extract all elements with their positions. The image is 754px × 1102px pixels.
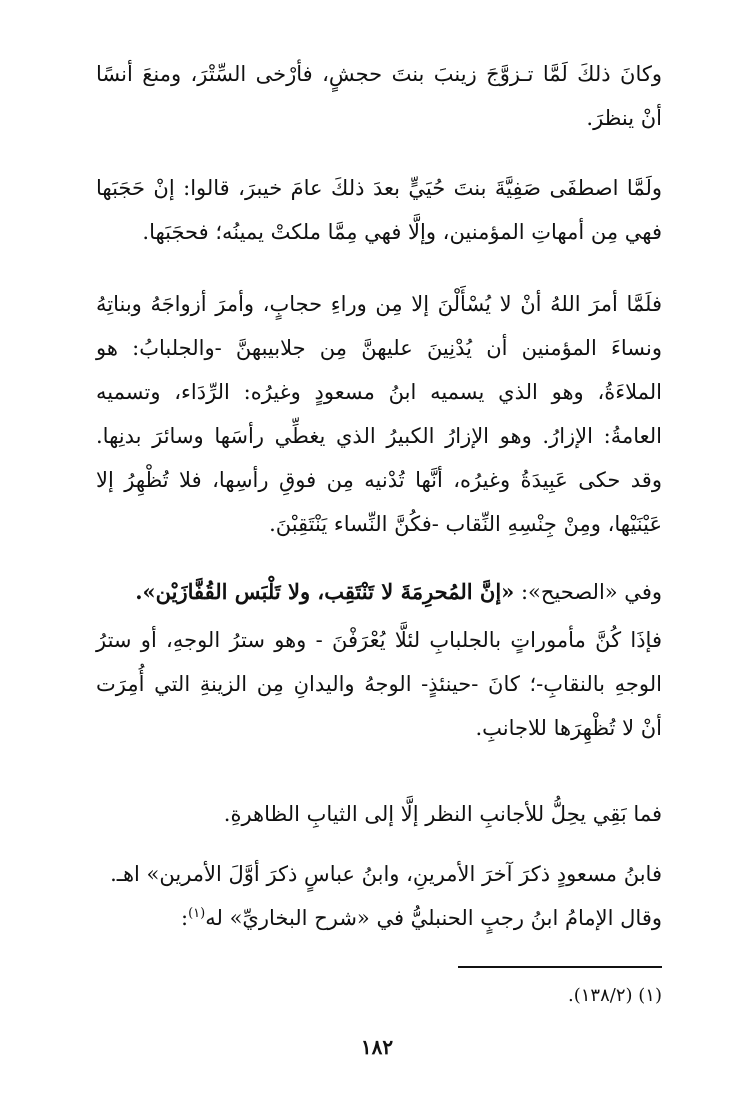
footnote-reference[interactable]: (١) [188, 906, 206, 921]
paragraph-5-text: فإذَا كُنَّ مأموراتٍ بالجلبابِ لئلَّا يُعْرَفْنَ - وهو سترُ الوجهِ، أو سترُ الوجهِ بالنقابِ-؛ كانَ -حينئذٍ- الوجهُ واليدانِ مِن الزينةِ التي أُمِرَت أنْ لا تُظْهِرَها للاجانبِ. [96, 628, 662, 740]
footnote-divider [458, 966, 662, 968]
paragraph-8-text: وقال الإمامُ ابنُ رجبٍ الحنبليُّ في «شرح البخاريِّ» له [205, 906, 662, 930]
paragraph-3 [96, 282, 662, 546]
paragraph-1-text: وكانَ ذلكَ لَمَّا تـزوَّجَ زينبَ بنتَ حجشٍ، فأرْخى السِّتْرَ، ومنعَ أنسًا أنْ ينظرَ. [96, 62, 662, 130]
paragraph-7 [96, 852, 662, 896]
paragraph-5 [96, 618, 662, 750]
paragraph-8 [96, 896, 662, 940]
paragraph-3-text: فلَمَّا أمرَ اللهُ أنْ لا يُسْأَلْنَ إلا مِن وراءِ حجابٍ، وأمرَ أزواجَهُ وبناتِهُ ونساءَ المؤمنين أن يُدْنِينَ عليهنَّ مِن جلابيبهنَّ -والجلبابُ: هو الملاءَةُ، وهو الذي يسميه ابنُ مسعودٍ وغيرُه: الرِّدَاء، وتسميه العامةُ: الإزارُ. وهو الإزارُ الكبيرُ الذي يغطِّي رأسَها وسائرَ بدنِها. وقد حكى عَبِيدَةُ وغيرُه، أنَّها تُدْنيه مِن فوقِ رأسِها، فلا تُظْهِرُ إلا عَيْنَيْها، ومِنْ جِنْسِهِ النِّقاب -فكُنَّ النِّساء يَنْتَقِبْنَ. [96, 292, 662, 536]
hadith-quote: «إنَّ المُحرِمَةَ لا تَنْتَقِب، ولا تَلْبَس القُفَّازَيْن». [135, 579, 515, 604]
page-number: ١٨٢ [360, 1035, 394, 1059]
paragraph-7-text: فابنُ مسعودٍ ذكرَ آخرَ الأمرينِ، وابنُ عباسٍ ذكرَ أوَّلَ الأمرين» اهـ. [110, 862, 662, 886]
paragraph-2 [96, 166, 662, 254]
paragraph-4-prefix: وفي «الصحيح»: [514, 580, 662, 604]
footnote-text: (١) (١٣٨/٢). [568, 985, 662, 1006]
paragraph-1 [96, 52, 662, 140]
paragraph-4 [96, 570, 662, 614]
paragraph-2-text: ولَمَّا اصطفَى صَفِيَّةَ بنتَ حُيَيٍّ بعدَ ذلكَ عامَ خيبرَ، قالوا: إنْ حَجَبَها فهي مِن أمهاتِ المؤمنين، وإلَّا فهي مِمَّا ملكتْ يمينُه؛ فحجَبَها. [96, 176, 662, 244]
paragraph-6-text: فما بَقِي يحِلُّ للأجانبِ النظر إلَّا إلى الثيابِ الظاهرةِ. [223, 802, 662, 826]
paragraph-8-colon: : [181, 906, 189, 930]
footnote [96, 981, 662, 1011]
paragraph-6 [96, 792, 662, 836]
